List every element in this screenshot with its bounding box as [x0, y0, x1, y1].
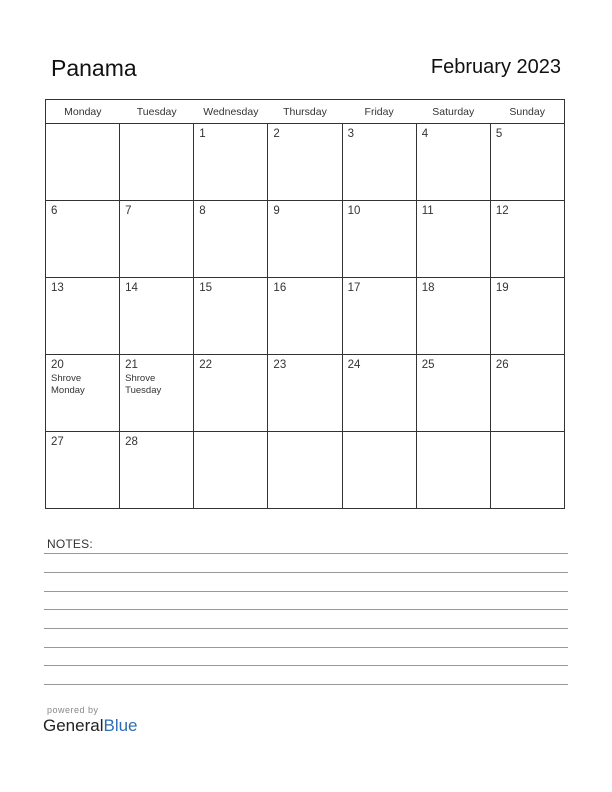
day-number: 18	[421, 282, 435, 294]
weekday-header: Sunday	[490, 100, 564, 124]
day-cell	[268, 355, 342, 432]
day-number: 16	[273, 282, 287, 294]
note-line	[44, 665, 568, 666]
day-cell	[46, 432, 120, 509]
day-number: 9	[273, 205, 280, 217]
day-number: 23	[273, 359, 287, 371]
day-number: 7	[125, 205, 132, 217]
weekday-header: Friday	[342, 100, 416, 124]
brand-general-text: General	[43, 716, 104, 735]
day-cell	[490, 278, 564, 355]
day-cell	[194, 124, 268, 201]
day-cell	[416, 201, 490, 278]
day-number: 11	[421, 205, 434, 217]
day-number: 20	[51, 359, 64, 371]
day-cell	[342, 432, 416, 509]
weekday-header: Wednesday	[194, 100, 268, 124]
calendar-grid	[45, 99, 565, 509]
day-number: 6	[51, 205, 58, 217]
weekday-header-row	[46, 100, 565, 124]
day-number: 13	[51, 282, 64, 294]
brand-blue-text: Blue	[103, 716, 138, 735]
day-number: 1	[199, 128, 206, 140]
day-cell	[194, 355, 268, 432]
week-row	[46, 201, 565, 278]
day-number: 12	[495, 205, 509, 217]
day-cell	[120, 201, 194, 278]
day-cell	[490, 355, 564, 432]
day-cell	[342, 124, 416, 201]
day-number: 14	[125, 282, 138, 294]
brand-logo	[43, 716, 138, 736]
day-cell	[342, 201, 416, 278]
day-cell	[194, 432, 268, 509]
weekday-header: Monday	[46, 100, 120, 124]
day-number: 2	[273, 128, 280, 140]
day-cell	[416, 124, 490, 201]
day-number: 25	[421, 359, 435, 371]
day-cell	[46, 124, 120, 201]
day-cell	[268, 432, 342, 509]
day-cell	[268, 201, 342, 278]
day-cell	[194, 278, 268, 355]
weekday-header: Saturday	[416, 100, 490, 124]
day-cell	[268, 278, 342, 355]
day-number: 28	[125, 436, 138, 448]
powered-by-text: powered by	[47, 705, 99, 715]
note-line	[44, 647, 568, 648]
day-number: 19	[495, 282, 509, 294]
note-line	[44, 609, 568, 610]
holiday-label: Shrove Monday	[51, 373, 85, 396]
day-cell	[268, 124, 342, 201]
day-cell	[490, 432, 564, 509]
day-cell	[120, 432, 194, 509]
week-row	[46, 432, 565, 509]
day-number: 15	[199, 282, 213, 294]
day-number: 10	[347, 205, 361, 217]
day-number: 17	[347, 282, 361, 294]
holiday-label: Shrove Tuesday	[125, 373, 162, 396]
note-line	[44, 591, 568, 592]
day-number: 27	[51, 436, 64, 448]
day-cell	[194, 201, 268, 278]
country-title: Panama	[51, 55, 137, 81]
day-cell	[416, 355, 490, 432]
day-number: 22	[199, 359, 213, 371]
day-number: 26	[495, 359, 509, 371]
week-row	[46, 278, 565, 355]
day-cell	[416, 432, 490, 509]
day-cell	[46, 355, 120, 432]
note-line	[44, 684, 568, 685]
day-number: 3	[347, 128, 354, 140]
month-year-title: February 2023	[430, 56, 561, 78]
weekday-header: Thursday	[268, 100, 342, 124]
day-number: 21	[125, 359, 138, 371]
notes-label: NOTES:	[47, 537, 93, 551]
day-number: 5	[495, 128, 503, 140]
day-cell	[342, 278, 416, 355]
day-cell	[120, 278, 194, 355]
day-cell	[120, 355, 194, 432]
day-cell	[416, 278, 490, 355]
day-number: 24	[347, 359, 361, 371]
weekday-header: Tuesday	[120, 100, 194, 124]
day-cell	[342, 355, 416, 432]
note-line	[44, 572, 568, 573]
week-row	[46, 124, 565, 201]
note-line	[44, 553, 568, 554]
day-cell	[120, 124, 194, 201]
note-line	[44, 628, 568, 629]
day-cell	[490, 201, 564, 278]
day-cell	[46, 201, 120, 278]
day-cell	[46, 278, 120, 355]
day-number: 8	[199, 205, 206, 217]
week-row	[46, 355, 565, 432]
day-number: 4	[421, 128, 429, 140]
day-cell	[490, 124, 564, 201]
